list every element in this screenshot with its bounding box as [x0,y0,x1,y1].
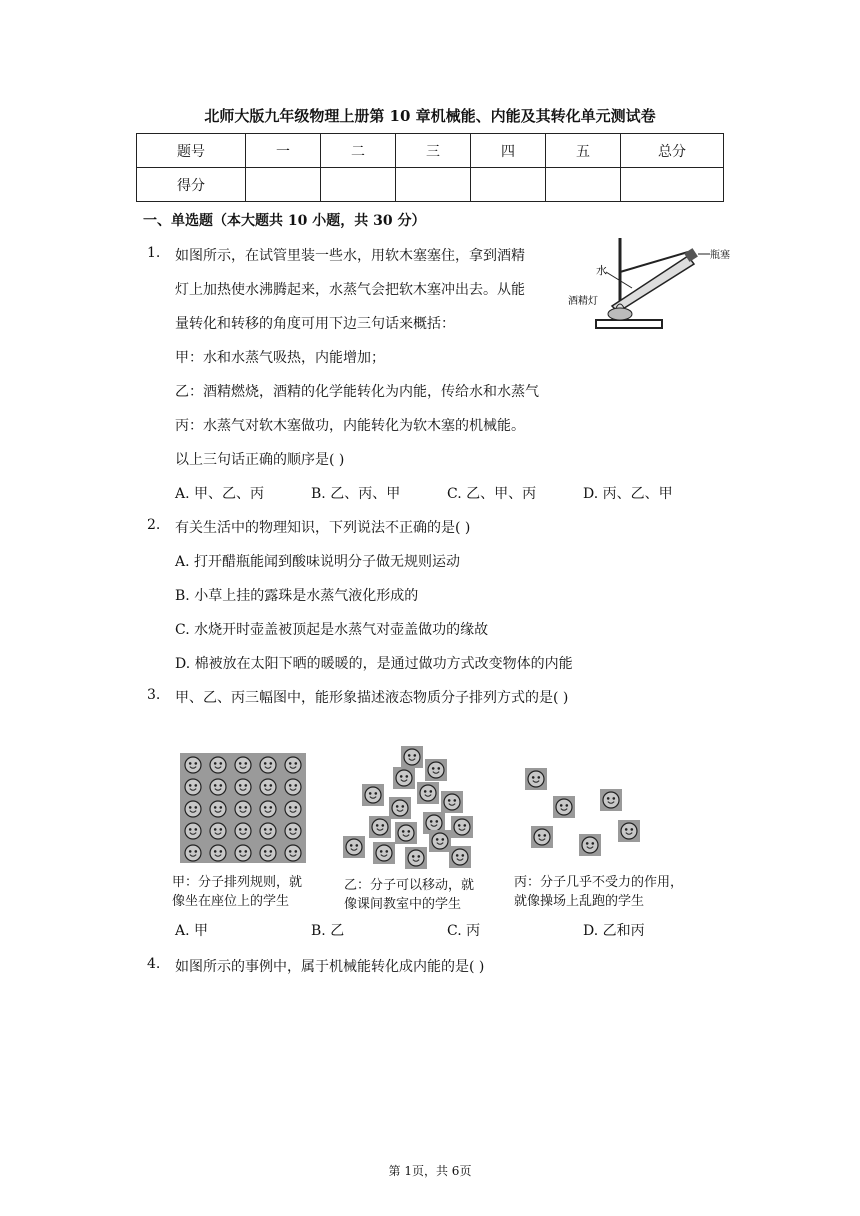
molecule-icon [257,820,279,842]
molecule-icon [405,847,427,869]
molecule-icon [182,776,204,798]
molecule-icon [282,820,304,842]
option-a[interactable]: A. 打开醋瓶能闻到酸味说明分子做无规则运动 [175,554,461,570]
score-cell: 二 [321,134,396,168]
score-table [136,133,724,202]
molecule-icon [232,842,254,863]
molecule-icon [449,846,471,868]
question-text-line: 量转化和转移的角度可用下边三句话来概括： [175,316,455,332]
molecule-icon [182,820,204,842]
score-cell [621,168,724,202]
molecule-icon [451,816,473,838]
question-text-line: 甲：水和水蒸气吸热，内能增加； [175,350,385,366]
score-cell: 总分 [621,134,724,168]
score-cell [396,168,471,202]
score-cell: 四 [471,134,546,168]
score-cell [321,168,396,202]
question-text: 有关生活中的物理知识，下列说法不正确的是( ) [175,520,471,536]
question-text-line: 乙：酒精燃烧，酒精的化学能转化为内能，传给水和水蒸气 [175,384,539,400]
option-b[interactable]: B. 小草上挂的露珠是水蒸气液化形成的 [175,588,419,604]
figure-label-lamp: 酒精灯 [568,296,598,307]
question-number: 4. [147,956,161,972]
score-cell: 题号 [137,134,246,168]
option-a[interactable]: A. 甲、乙、丙 [175,486,265,502]
figure-caption-solid: 甲：分子排列规则，就 像坐在座位上的学生 [172,875,303,909]
option-d[interactable]: D. 丙、乙、甲 [583,486,673,502]
option-c[interactable]: C. 水烧开时壶盖被顶起是水蒸气对壶盖做功的缘故 [175,622,489,638]
molecule-icon [207,776,229,798]
molecule-icon [393,767,415,789]
molecule-icon [618,820,640,842]
molecule-icon [232,776,254,798]
molecule-icon [362,784,384,806]
option-b[interactable]: B. 乙 [311,923,345,939]
molecule-icon [232,820,254,842]
molecule-icon [207,842,229,863]
molecule-icon [441,791,463,813]
molecule-icon [282,842,304,863]
figure-label-stopper: 瓶塞 [710,250,730,261]
molecule-icon [182,842,204,863]
molecule-icon [429,830,451,852]
option-c[interactable]: C. 丙 [447,923,481,939]
molecule-figure-solid [180,753,306,863]
score-cell [246,168,321,202]
molecule-icon [282,754,304,776]
question-text-line: 以上三句话正确的顺序是( ) [175,452,345,468]
score-cell: 五 [546,134,621,168]
question-text-line: 丙：水蒸气对软木塞做功，内能转化为软木塞的机械能。 [175,418,525,434]
option-c[interactable]: C. 乙、甲、丙 [447,486,537,502]
molecule-icon [232,754,254,776]
question-number: 1. [147,245,161,261]
score-table-row [137,168,724,202]
molecule-icon [257,776,279,798]
question-number: 2. [147,517,161,533]
molecule-figure-liquid [340,745,480,870]
score-cell: 一 [246,134,321,168]
page-footer: 第 1页，共 6页 [388,1164,472,1178]
question-text-line: 如图所示，在试管里装一些水，用软木塞塞住，拿到酒精 [175,248,525,264]
molecule-icon [257,842,279,863]
molecule-icon [232,798,254,820]
score-cell [471,168,546,202]
molecule-icon [553,796,575,818]
option-d[interactable]: D. 棉被放在太阳下晒的暖暖的，是通过做功方式改变物体的内能 [175,656,573,672]
molecule-icon [257,754,279,776]
molecule-icon [373,842,395,864]
molecule-icon [417,782,439,804]
score-cell: 三 [396,134,471,168]
molecule-icon [182,798,204,820]
question-text: 甲、乙、丙三幅图中，能形象描述液态物质分子排列方式的是( ) [175,690,569,706]
molecule-icon [257,798,279,820]
option-a[interactable]: A. 甲 [175,923,209,939]
score-cell: 得分 [137,168,246,202]
molecule-figure-gas [522,765,652,860]
molecule-icon [395,822,417,844]
molecule-icon [531,826,553,848]
question-text: 如图所示的事例中，属于机械能转化成内能的是( ) [175,959,485,975]
option-b[interactable]: B. 乙、丙、甲 [311,486,401,502]
molecule-icon [425,759,447,781]
figure-label-water: 水 [596,264,607,277]
section-heading: 一、单选题（本大题共 10 小题，共 30 分） [143,213,426,229]
molecule-icon [182,754,204,776]
molecule-icon [369,816,391,838]
figure-caption-gas: 丙：分子几乎不受力的作用， 就像操场上乱跑的学生 [514,875,684,909]
question-text-line: 灯上加热使水沸腾起来，水蒸气会把软木塞冲出去。从能 [175,282,525,298]
molecule-icon [389,797,411,819]
figure-caption-liquid: 乙：分子可以移动，就 像课间教室中的学生 [344,878,475,912]
test-tube-figure [560,232,730,332]
page-title: 北师大版九年级物理上册第 10 章机械能、内能及其转化单元测试卷 [204,107,656,125]
molecule-icon [207,798,229,820]
option-d[interactable]: D. 乙和丙 [583,923,645,939]
score-table-header-row [137,134,724,168]
molecule-icon [282,776,304,798]
score-cell [546,168,621,202]
molecule-icon [525,768,547,790]
molecule-icon [600,789,622,811]
molecule-icon [343,836,365,858]
molecule-icon [207,754,229,776]
molecule-icon [401,746,423,768]
molecule-icon [579,834,601,856]
molecule-icon [207,820,229,842]
molecule-icon [282,798,304,820]
question-number: 3. [147,687,161,703]
